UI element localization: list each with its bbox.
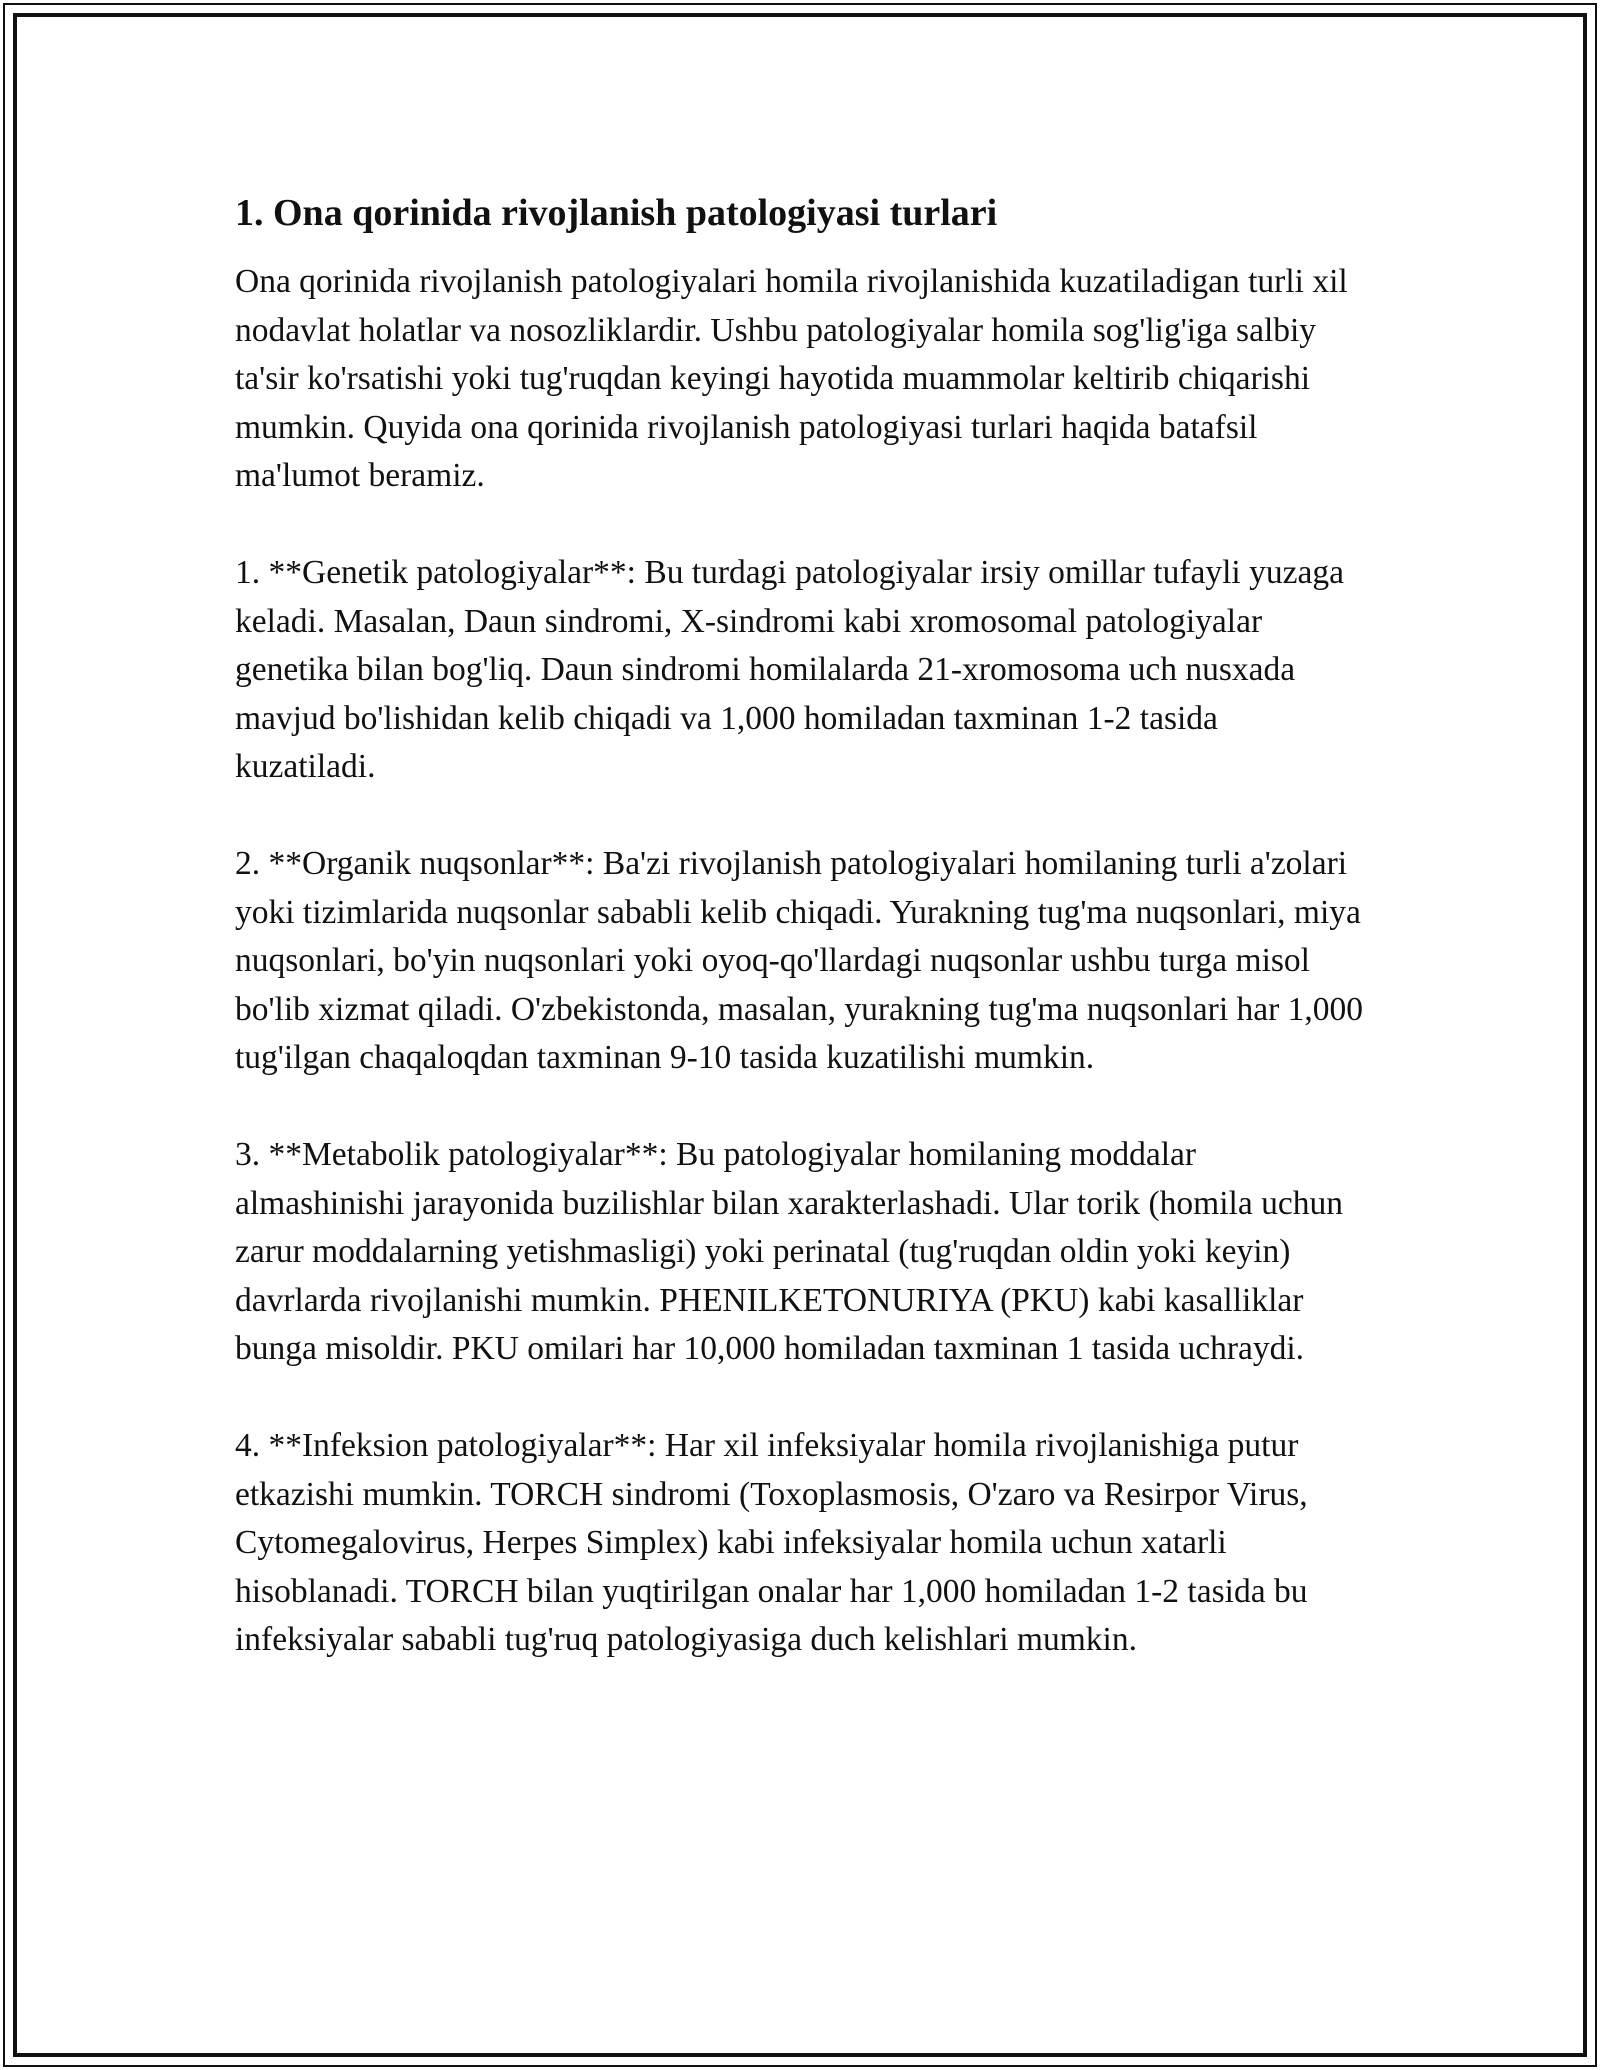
document-body — [235, 185, 1365, 1713]
genetic-pathologies-paragraph: 1. **Genetik patologiyalar**: Bu turdagi patologiyalar irsiy omillar tufayli yuzaga keladi. Masalan, Daun sindromi, X-sindromi kabi xromosomal patologiyalar genetika bilan bog'liq. Daun sindromi homilalarda 21-xromosoma uch nusxada mavjud bo'lishidan kelib chiqadi va 1,000 homiladan taxminan 1-2 tasida kuzatiladi. — [235, 554, 1344, 785]
document-title: 1. Ona qorinida rivojlanish patologiyasi turlari — [235, 192, 998, 234]
metabolic-pathologies-paragraph: 3. **Metabolik patologiyalar**: Bu patologiyalar homilaning moddalar almashinishi jarayonida buzilishlar bilan xarakterlashadi. Ular torik (homila uchun zarur moddalarning yetishmasligi) yoki perinatal (tug'ruqdan oldin yoki keyin) davrlarda rivojlanishi mumkin. PHENILKETONURIYA (PKU) kabi kasalliklar bunga misoldir. PKU omilari har 10,000 homiladan taxminan 1 tasida uchraydi. — [235, 1136, 1343, 1367]
organic-defects-paragraph: 2. **Organik nuqsonlar**: Ba'zi rivojlanish patologiyalari homilaning turli a'zolari yoki tizimlarida nuqsonlar sababli kelib chiqadi. Yurakning tug'ma nuqsonlari, miya nuqsonlari, bo'yin nuqsonlari yoki oyoq-qo'llardagi nuqsonlar ushbu turga misol bo'lib xizmat qiladi. O'zbekistonda, masalan, yurakning tug'ma nuqsonlari har 1,000 tug'ilgan chaqaloqdan taxminan 9-10 tasida kuzatilishi mumkin. — [235, 845, 1364, 1076]
infectious-pathologies-paragraph: 4. **Infeksion patologiyalar**: Har xil infeksiyalar homila rivojlanishiga putur etkazishi mumkin. TORCH sindromi (Toxoplasmosis, O'zaro va Resirpor Virus, Cytomegalovirus, Herpes Simplex) kabi infeksiyalar homila uchun xatarli hisoblanadi. TORCH bilan yuqtirilgan onalar har 1,000 homiladan 1-2 tasida bu infeksiyalar sababli tug'ruq patologiyasiga duch kelishlari mumkin. — [235, 1427, 1308, 1658]
intro-paragraph: Ona qorinida rivojlanish patologiyalari homila rivojlanishida kuzatiladigan turli xil nodavlat holatlar va nosozliklardir. Ushbu patologiyalar homila sog'lig'iga salbiy ta'sir ko'rsatishi yoki tug'ruqdan keyingi hayotida muammolar keltirib chiqarishi mumkin. Quyida ona qorinida rivojlanish patologiyasi turlari haqida batafsil ma'lumot beramiz. — [235, 263, 1348, 494]
